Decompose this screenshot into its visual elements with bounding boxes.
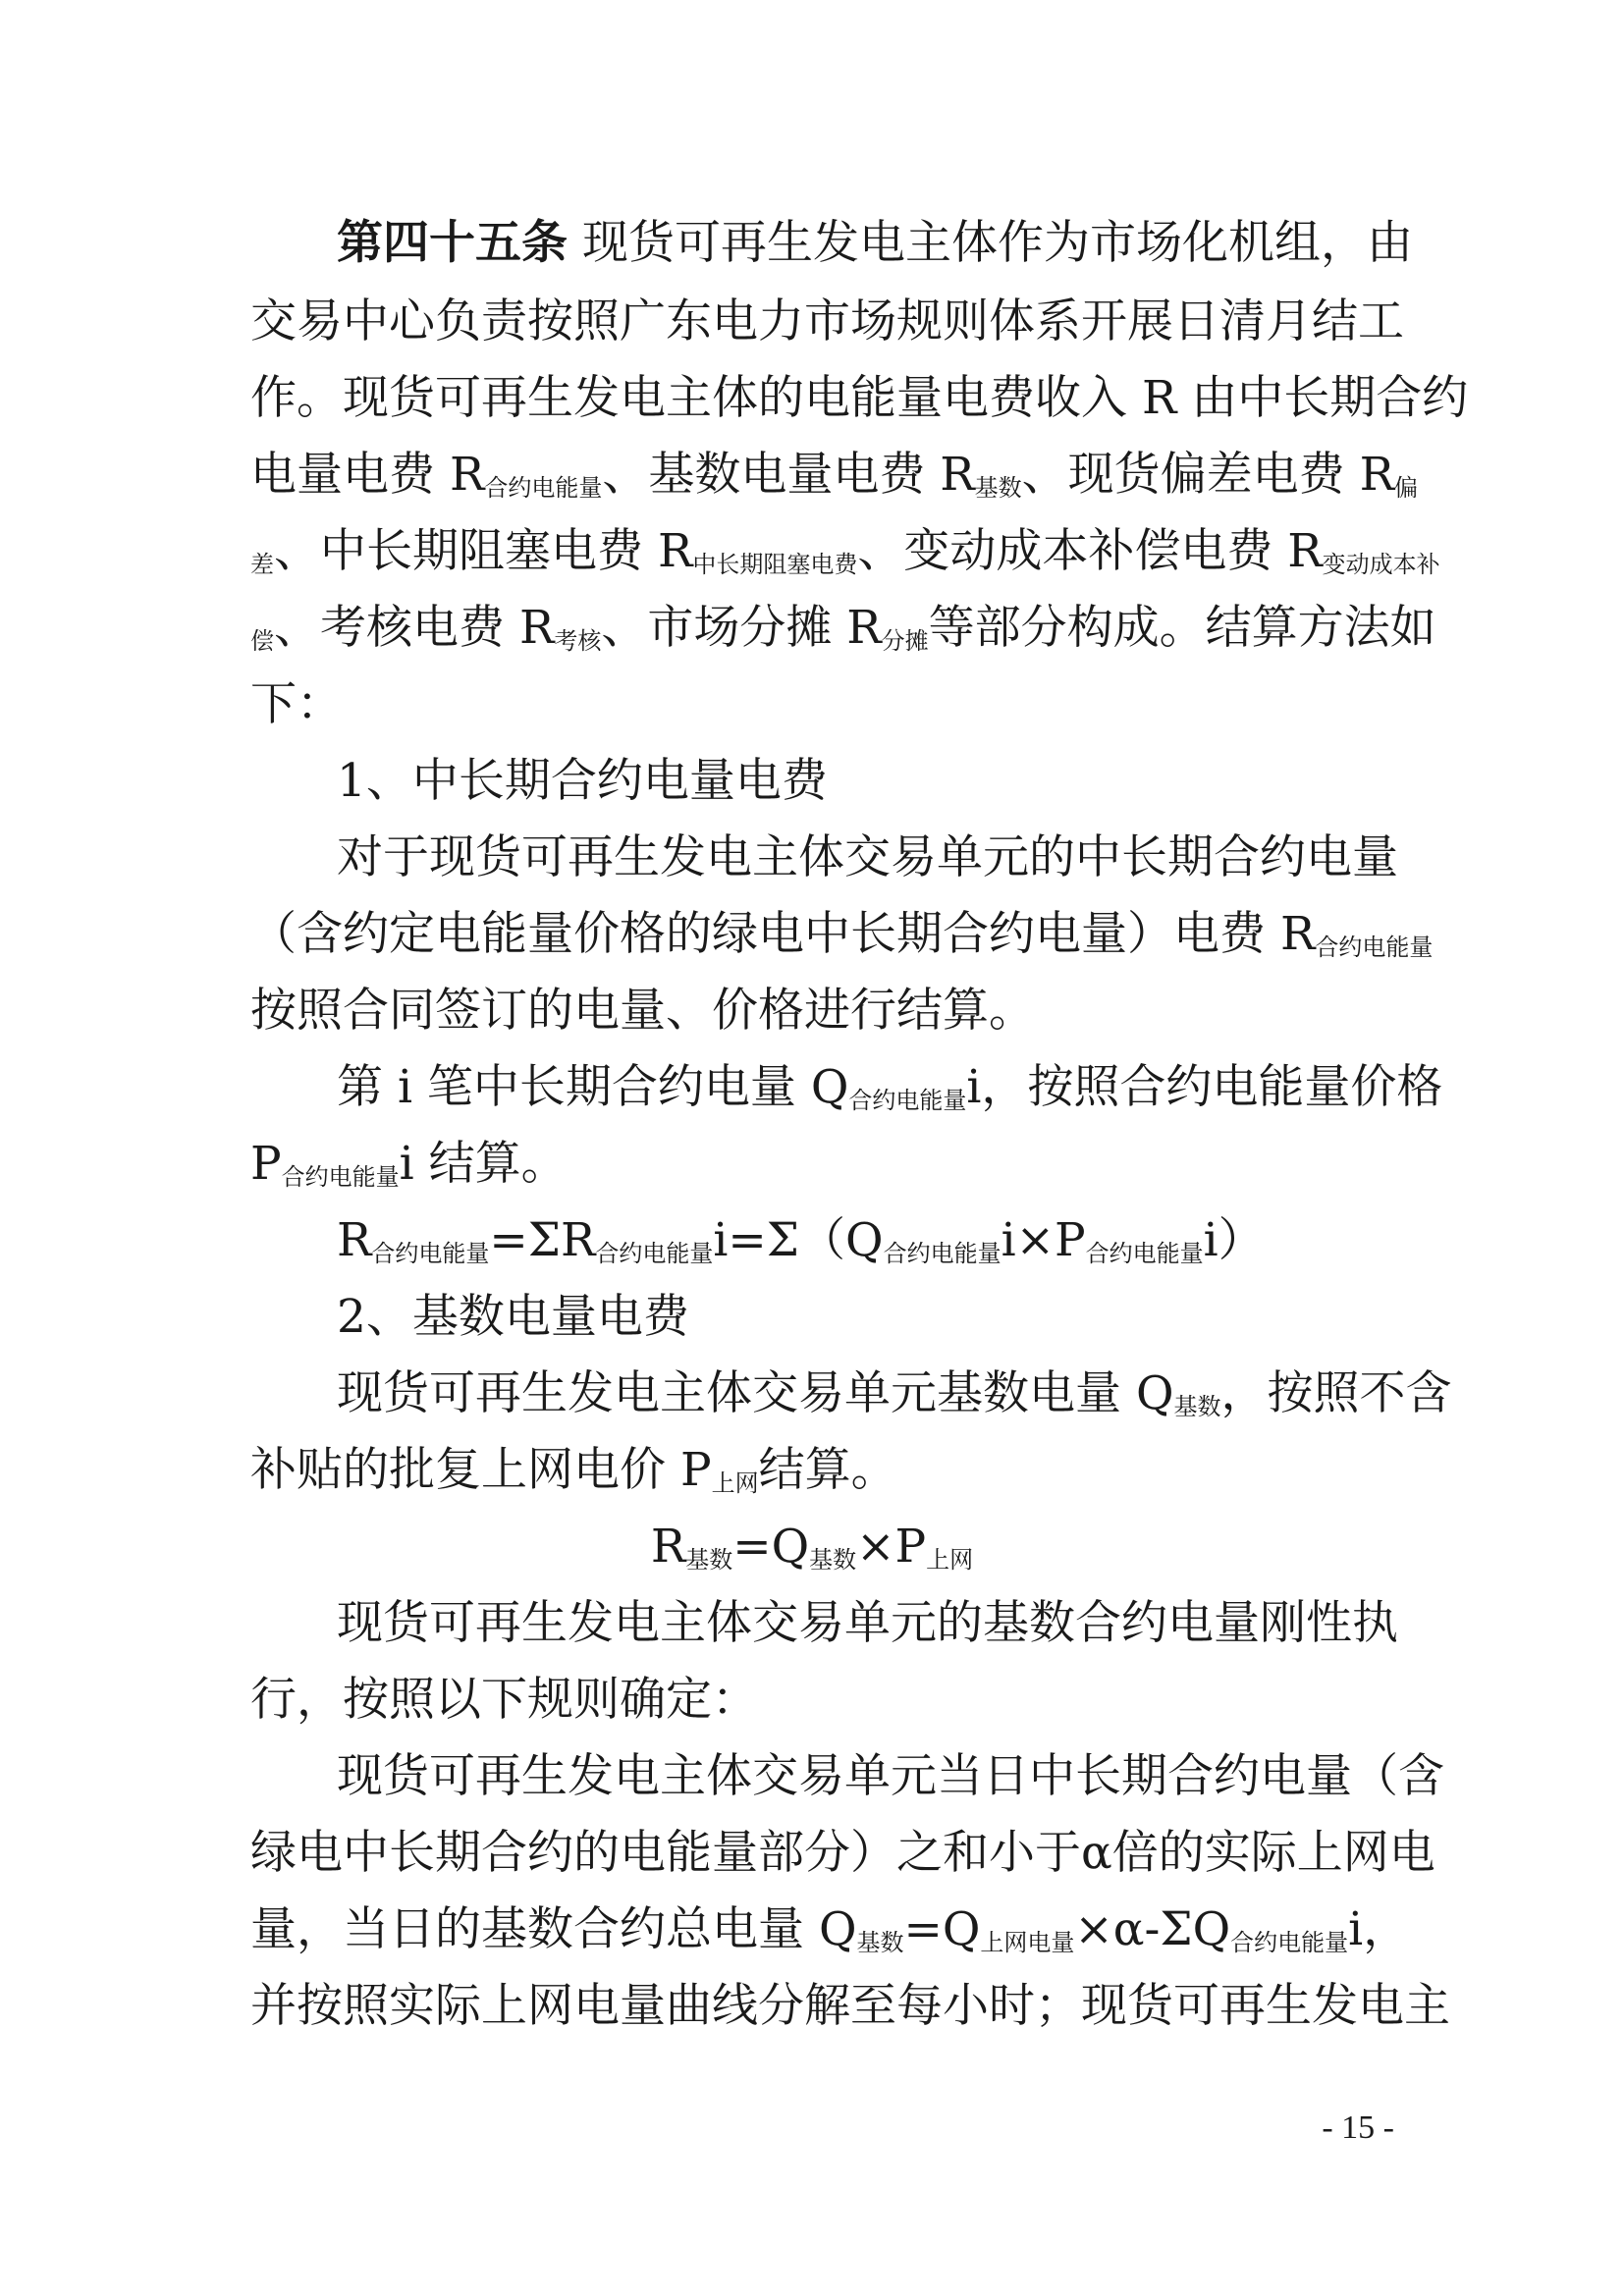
paragraph-line bbox=[250, 905, 1434, 964]
paragraph-line bbox=[337, 214, 1413, 273]
text: i 结算。 bbox=[399, 1137, 568, 1191]
text: i，按照合约电能量价格 bbox=[966, 1060, 1443, 1114]
subscript: 上网电量 bbox=[980, 1929, 1075, 1956]
text: =ΣR bbox=[489, 1213, 596, 1267]
text: ×α-ΣQ bbox=[1074, 1902, 1231, 1956]
subscript: 合约电能量 bbox=[281, 1163, 400, 1191]
text: 电量电费 R bbox=[250, 448, 485, 502]
subscript: 上网 bbox=[926, 1546, 974, 1574]
subscript: 偿 bbox=[250, 627, 274, 655]
paragraph-line: 交易中心负责按照广东电力市场规则体系开展日清月结工 bbox=[250, 294, 1404, 348]
text: 等部分构成。结算方法如 bbox=[928, 601, 1436, 655]
subscript: 基数 bbox=[1173, 1393, 1221, 1420]
subscript: 合约电能量 bbox=[1315, 934, 1434, 961]
paragraph-line: 现货可再生发电主体交易单元的基数合约电量刚性执 bbox=[337, 1596, 1398, 1650]
subscript: 分摊 bbox=[881, 627, 929, 655]
paragraph-line bbox=[250, 599, 1436, 658]
subscript: 考核 bbox=[554, 627, 602, 655]
text: 、中长期阻塞电费 R bbox=[274, 524, 693, 578]
subscript: 合约电能量 bbox=[595, 1240, 714, 1267]
subscript: 合约电能量 bbox=[371, 1240, 490, 1267]
paragraph-line bbox=[250, 1135, 1394, 1194]
subscript: 基数 bbox=[809, 1546, 857, 1574]
formula bbox=[0, 1518, 1624, 1576]
text: 第 i 笔中长期合约电量 Q bbox=[337, 1060, 849, 1114]
subscript: 上网 bbox=[711, 1469, 759, 1497]
text: =Q bbox=[732, 1520, 810, 1574]
paragraph-line: 现货可再生发电主体交易单元当日中长期合约电量（含 bbox=[337, 1749, 1444, 1803]
text: ，按照不含 bbox=[1220, 1366, 1452, 1420]
paragraph-line bbox=[337, 1058, 1443, 1117]
paragraph-line: 行，按照以下规则确定： bbox=[250, 1673, 758, 1727]
text: i=Σ（Q bbox=[713, 1213, 884, 1267]
page-number: - 15 - bbox=[1322, 2109, 1394, 2146]
text: ×P bbox=[856, 1520, 927, 1574]
text: =Q bbox=[903, 1902, 981, 1956]
text: 补贴的批复上网电价 P bbox=[250, 1443, 712, 1497]
subscript: 合约电能量 bbox=[1085, 1240, 1204, 1267]
paragraph-line: 按照合同签订的电量、价格进行结算。 bbox=[250, 984, 1035, 1038]
formula bbox=[337, 1211, 1394, 1270]
subscript: 偏 bbox=[1393, 474, 1418, 502]
subscript: 基数 bbox=[685, 1546, 733, 1574]
subscript: 合约电能量 bbox=[484, 474, 603, 502]
text: 现货可再生发电主体作为市场化机组，由 bbox=[581, 216, 1413, 270]
text: i×P bbox=[1001, 1213, 1086, 1267]
text: P bbox=[250, 1137, 282, 1191]
article-heading: 第四十五条 bbox=[337, 216, 568, 270]
text: 结算。 bbox=[758, 1443, 897, 1497]
text: 、市场分摊 R bbox=[601, 601, 882, 655]
subscript: 合约电能量 bbox=[1230, 1929, 1349, 1956]
section-title: 1、中长期合约电量电费 bbox=[337, 754, 828, 808]
subscript: 变动成本补 bbox=[1322, 551, 1440, 578]
subscript: 中长期阻塞电费 bbox=[692, 551, 858, 578]
paragraph-line bbox=[250, 1441, 1394, 1500]
paragraph-line: 下： bbox=[250, 677, 343, 731]
paragraph-line: 作。现货可再生发电主体的电能量电费收入 R 由中长期合约 bbox=[250, 371, 1469, 425]
subscript: 基数 bbox=[856, 1929, 904, 1956]
subscript: 合约电能量 bbox=[883, 1240, 1001, 1267]
paragraph-line bbox=[250, 1900, 1410, 1959]
text: 、考核电费 R bbox=[274, 601, 555, 655]
paragraph-line: 对于现货可再生发电主体交易单元的中长期合约电量 bbox=[337, 830, 1398, 884]
text: 、现货偏差电费 R bbox=[1021, 448, 1394, 502]
text: 、变动成本补偿电费 R bbox=[857, 524, 1323, 578]
subscript: 基数 bbox=[974, 474, 1022, 502]
text: i） bbox=[1203, 1213, 1265, 1267]
text: i， bbox=[1348, 1902, 1410, 1956]
text: 量，当日的基数合约总电量 Q bbox=[250, 1902, 857, 1956]
subscript: 差 bbox=[250, 551, 274, 578]
text: R bbox=[337, 1213, 372, 1267]
paragraph-line bbox=[250, 446, 1418, 505]
section-title: 2、基数电量电费 bbox=[337, 1290, 689, 1344]
subscript: 合约电能量 bbox=[848, 1087, 967, 1114]
paragraph-line bbox=[337, 1364, 1452, 1423]
paragraph-line: 并按照实际上网电量曲线分解至每小时；现货可再生发电主 bbox=[250, 1979, 1450, 2033]
text: R bbox=[650, 1520, 686, 1574]
text: （含约定电能量价格的绿电中长期合约电量）电费 R bbox=[250, 907, 1316, 961]
text: 现货可再生发电主体交易单元基数电量 Q bbox=[337, 1366, 1174, 1420]
text: 、基数电量电费 R bbox=[602, 448, 975, 502]
paragraph-line bbox=[250, 522, 1440, 581]
paragraph-line: 绿电中长期合约的电能量部分）之和小于α倍的实际上网电 bbox=[250, 1826, 1435, 1880]
